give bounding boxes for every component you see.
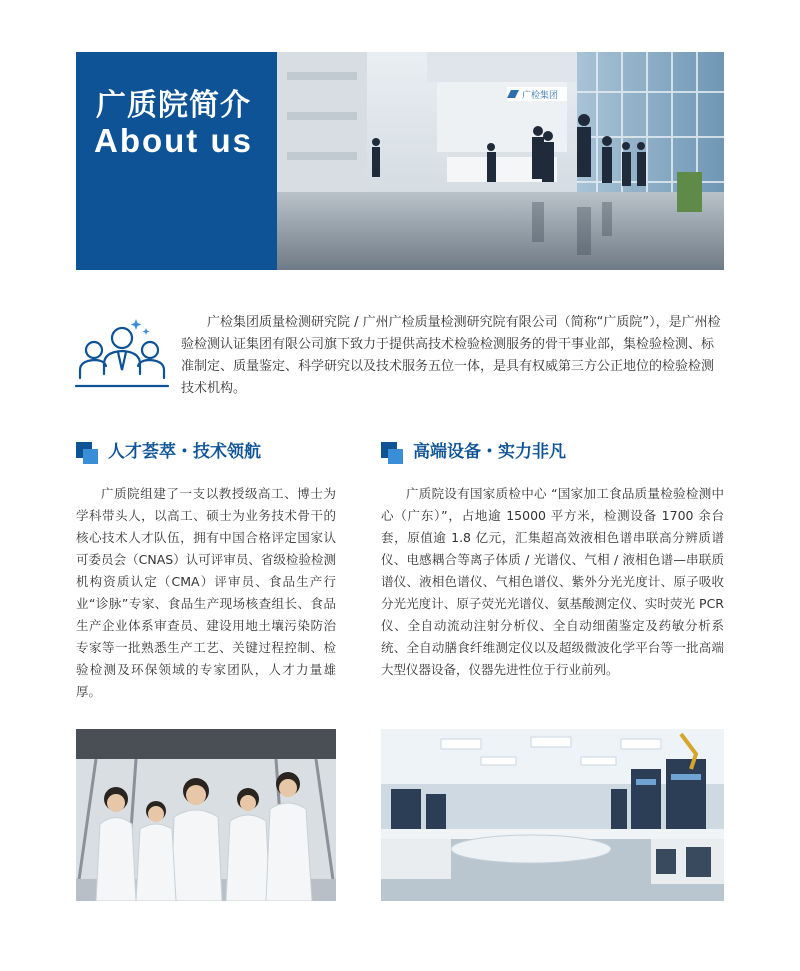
talent-section-text: 广质院组建了一支以教授级高工、博士为学科带头人，以高工、硕士为业务技术骨干的核心技术人才队伍，拥有中国合格评定国家认可委员会（CNAS）认可评审员、省级检验检测机构资质认定（CMA）评审员、食品生产行业“诊脉”专家、食品生产现场核查组长、食品生产企业体系审查员、建设用地土壤污染防治专家等一批熟悉生产工艺、关键过程控制、检验检测及环保领域的专家团队，人才力量雄厚。	[76, 486, 336, 699]
scientists-photo	[76, 729, 336, 901]
talent-section-header	[76, 440, 336, 464]
logo-wall	[507, 87, 567, 101]
hero-banner	[76, 52, 724, 270]
laboratory-photo	[381, 729, 724, 901]
hero-title-panel	[76, 52, 277, 270]
team-icon	[74, 316, 170, 394]
square-bullet-icon	[381, 442, 403, 464]
equipment-section-text: 广质院设有国家质检中心 “国家加工食品质量检验检测中心（广东）”，占地逾 15000 平方米，检测设备 1700 余台套，原值逾 1.8 亿元，汇集超高效液相色谱串联高分辨质谱仪、电感耦合等离子体质 / 光谱仪、气相 / 液相色谱—串联质谱仪、液相色谱仪、气相色谱仪、紫外分光光度计、原子吸收分光光度计、原子荧光光谱仪、氨基酸测定仪、实时荧光 PCR 仪、全自动流动注射分析仪、全自动细菌鉴定及药敏分析系统、全自动膳食纤维测定仪以及超级微波化学平台等一批高端大型仪器设备，仪器先进性位于行业前列。	[381, 486, 724, 677]
lobby-photo	[277, 52, 724, 270]
page-title: 广质院简介	[96, 88, 251, 123]
equipment-section-header	[381, 440, 724, 464]
equipment-section-title: 高端设备・实力非凡	[413, 442, 566, 462]
talent-section-title: 人才荟萃・技术领航	[108, 442, 261, 462]
svg-text:广检集团: 广检集团	[522, 91, 559, 101]
intro-paragraph: 广检集团质量检测研究院 / 广州广检质量检测研究院有限公司（简称“广质院”），是广州检验检测认证集团有限公司旗下致力于提供高技术检验检测服务的骨干事业部，集检验检测、标准制定、质量鉴定、科学研究以及技术服务五位一体，是具有权威第三方公正地位的检验检测技术机构。	[181, 315, 721, 396]
square-bullet-icon	[76, 442, 98, 464]
page-subtitle: About us	[94, 122, 253, 159]
